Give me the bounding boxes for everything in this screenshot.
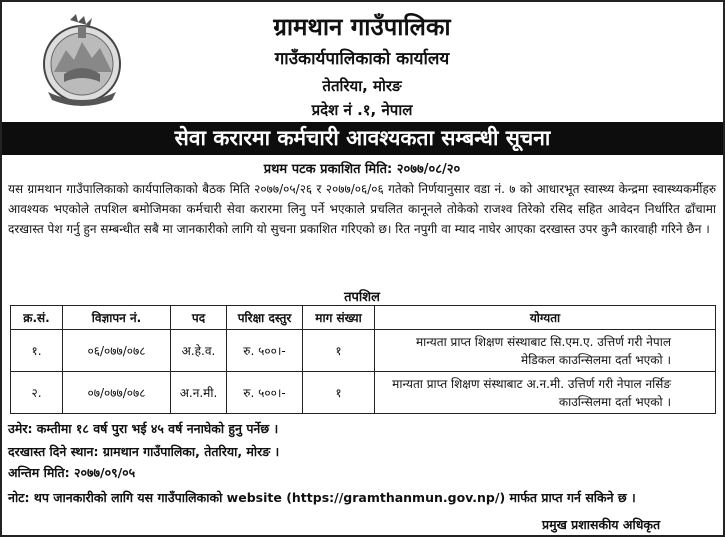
table-row (11, 372, 716, 414)
notice-body: यस ग्रामथान गाउँपालिकाको कार्यपालिकाको बैठक मिति २०७७/०५/२६ र २०७७/०६/०६ गतेको निर्णयानुसार वडा नं. ७ को आधारभूत स्वास्थ्य केन्द्रमा स्वास्थ्यकर्मीहरु आवश्यक भएकोले तपशिल बमोजिमका कर्मचारी सेवा करारमा लिनु पर्ने भएकाले प्रचलित कानूनले तोकेको राजश्व तिरेको रसिद सहित आवेदन निर्धारित ढाँचामा दरखास्त पेश गर्नु हुन सम्बन्धीत सबै मा जानकारीको लागि यो सुचना प्रकाशित गरिएको छ। रित नपुगी वा म्याद नाघेर आएका दरखास्त उपर कुनै कारवाही गरिने छैन । (8, 182, 716, 236)
cell-demand-count: १ (303, 330, 375, 372)
cell-serial: २. (11, 372, 63, 414)
age-requirement: उमेर: कम्तीमा १८ वर्ष पुरा भई ४५ वर्ष ननाघेको हुनु पर्नेछ । (8, 421, 279, 436)
application-place: दरखास्त दिने स्थान: ग्रामथान गाउँपालिका, तेतरिया, मोरङ । (8, 444, 280, 459)
cell-exam-fee: रु. ५००।- (227, 330, 303, 372)
cell-post: अ.न.मी. (171, 372, 227, 414)
cell-exam-fee: रु. ५००।- (227, 372, 303, 414)
header-qualification: योग्यता (375, 306, 716, 330)
notice-banner: सेवा करारमा कर्मचारी आवश्यकता सम्बन्धी सूचना (2, 122, 723, 155)
cell-advert-no: ०७/०७७/०७८ (63, 372, 171, 414)
header-exam-fee: परिक्षा दस्तुर (227, 306, 303, 330)
cell-qualification: मान्यता प्राप्त शिक्षण संस्थाबाट अ.न.मी. उत्तिर्ण गरी नेपाल नर्सिङ काउन्सिलमा दर्ता भएको । (375, 372, 716, 414)
signatory-title: प्रमुख प्रशासकीय अधिकृत (542, 517, 661, 532)
table-header-row (11, 306, 716, 330)
province-name: प्रदेश नं .१, नेपाल (311, 101, 413, 119)
cell-post: अ.हे.व. (171, 330, 227, 372)
nepal-government-emblem (40, 12, 124, 108)
header-post: पद (171, 306, 227, 330)
municipality-title: ग्रामथान गाउँपालिका (273, 13, 451, 41)
cell-serial: १. (11, 330, 63, 372)
cell-advert-no: ०६/०७७/०७८ (63, 330, 171, 372)
header-advert-no: विज्ञापन नं. (63, 306, 171, 330)
cell-qualification: मान्यता प्राप्त शिक्षण संस्थाबाट सि.एम.ए. उत्तिर्ण गरी नेपाल मेडिकल काउन्सिलमा दर्ता भएको । (375, 330, 716, 372)
table-row (11, 330, 716, 372)
cell-demand-count: १ (303, 372, 375, 414)
deadline-date: अन्तिम मिति: २०७७/०९/०५ (8, 465, 136, 480)
table-caption: तपशिल (344, 290, 380, 305)
header-serial: क्र.सं. (11, 306, 63, 330)
vacancy-table (10, 305, 716, 414)
office-name: गाउँकार्यपालिकाको कार्यालय (274, 49, 450, 69)
office-location: तेतरिया, मोरङ (322, 77, 402, 95)
publication-date: प्रथम पटक प्रकाशित मिति: २०७७/०८/२० (263, 162, 461, 177)
website-note: नोट: थप जानकारीको लागि यस गाउँपालिकाको website (https://gramthanmun.gov.np/) मार्फत प्राप्त गर्न सकिने छ । (8, 490, 636, 505)
header-demand-count: माग संख्या (303, 306, 375, 330)
